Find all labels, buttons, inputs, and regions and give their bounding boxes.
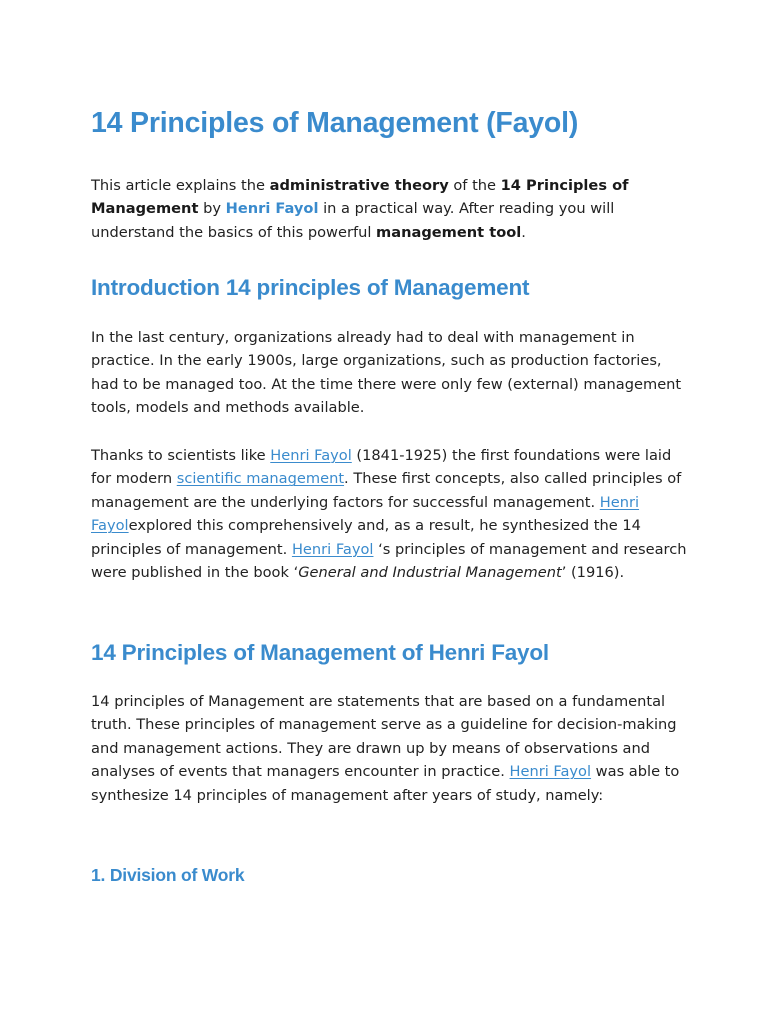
section-heading-14-principles: 14 Principles of Management of Henri Fayol bbox=[91, 640, 549, 665]
page-title: 14 Principles of Management (Fayol) bbox=[91, 107, 579, 139]
intro-paragraph bbox=[91, 174, 687, 244]
intro-bold-management-tool: management tool bbox=[376, 223, 522, 241]
section-heading-introduction: Introduction 14 principles of Management bbox=[91, 275, 530, 300]
henri-fayol-link[interactable]: Henri Fayol bbox=[509, 763, 592, 781]
henri-fayol-link[interactable]: Henri Fayol bbox=[225, 200, 319, 218]
para2-text-1: Thanks to scientists like bbox=[91, 447, 271, 464]
intro-bold-administrative-theory: administrative theory bbox=[269, 177, 449, 194]
henri-fayol-link[interactable]: Henri Fayol bbox=[270, 447, 352, 464]
principles-paragraph bbox=[91, 690, 687, 807]
para2-text-6: ’ (1916). bbox=[561, 564, 625, 582]
introduction-paragraph-2 bbox=[91, 444, 687, 584]
para2-text-4: explored this comprehensively and, as a result, he synthesized the 14 principles of management. bbox=[91, 517, 641, 558]
introduction-paragraph-1: In the last century, organizations already had to deal with management in practice. In the early 1900s, large organizations, such as production factories, had to be managed too. At the time there were only few (external) management tools, models and methods available. bbox=[91, 329, 682, 417]
intro-bold-14-principles: 14 Principles of Management bbox=[91, 177, 629, 218]
intro-text-3: by bbox=[198, 200, 226, 218]
intro-text-4: in a practical way. After reading you will understand the basics of this powerful bbox=[91, 200, 615, 241]
intro-text-5: . bbox=[521, 223, 526, 241]
scientific-management-link[interactable]: scientific management bbox=[176, 470, 345, 488]
intro-text-1: This article explains the bbox=[91, 177, 270, 194]
para2-text-3: . These first concepts, also called principles of management are the underlying factors for successful management. bbox=[91, 470, 682, 511]
principles-text-1: 14 principles of Management are statements that are based on a fundamental truth. These principles of management serve as a guideline for decision-making and management actions. They are drawn up by means of observations and analyses of events that managers encounter in practice. bbox=[91, 693, 677, 781]
principles-text-2: was able to synthesize 14 principles of management after years of study, namely: bbox=[91, 763, 680, 804]
para2-text-2: (1841-1925) the first foundations were laid for modern bbox=[91, 447, 672, 488]
henri-fayol-link[interactable]: Henri Fayol bbox=[291, 540, 374, 558]
subheading-division-of-work: 1. Division of Work bbox=[91, 865, 245, 885]
book-title: General and Industrial Management bbox=[298, 564, 562, 582]
intro-text-2: of the bbox=[448, 177, 501, 194]
henri-fayol-link[interactable]: Henri Fayol bbox=[91, 493, 640, 535]
para2-text-5: ‘s principles of management and research were published in the book ‘ bbox=[91, 540, 687, 582]
